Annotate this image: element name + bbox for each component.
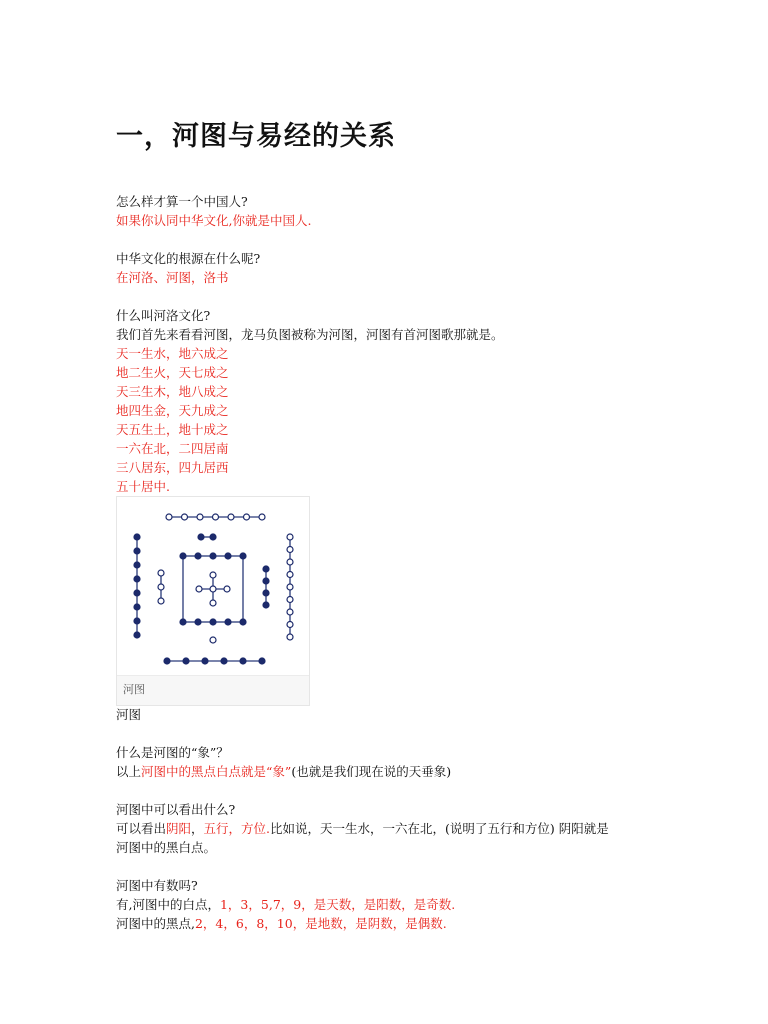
north-outer-six-dot bbox=[221, 658, 227, 664]
south-outer-seven-dot bbox=[166, 514, 172, 520]
east-outer-eight-dot bbox=[134, 632, 140, 638]
text-segment: 河图中的黑点, bbox=[116, 916, 195, 931]
question-chinese-person: 怎么样才算一个中国人? bbox=[116, 194, 248, 209]
south-outer-seven-dot bbox=[259, 514, 265, 520]
answer-hetu-image bbox=[116, 763, 451, 781]
south-outer-seven-dot bbox=[228, 514, 234, 520]
center-ten-dot bbox=[210, 553, 216, 559]
north-outer-six-dot bbox=[164, 658, 170, 664]
hetu-poem-line: 地二生火，天七成之 bbox=[116, 365, 229, 380]
south-outer-seven-dot bbox=[244, 514, 250, 520]
east-outer-eight-dot bbox=[134, 590, 140, 596]
north-outer-six-dot bbox=[202, 658, 208, 664]
answer-chinese-person: 如果你认同中华文化,你就是中国人. bbox=[116, 213, 312, 228]
text-segment: ， bbox=[191, 821, 204, 836]
center-five-dot bbox=[210, 572, 216, 578]
east-outer-eight-dot bbox=[134, 604, 140, 610]
text-segment: 比如说，天一生水，一六在北，(说明了五行和方位) 阴阳就是 bbox=[270, 821, 609, 836]
highlight-yinyang: 阴阳 bbox=[166, 821, 192, 836]
west-outer-nine-dot bbox=[287, 572, 293, 578]
west-outer-nine-dot bbox=[287, 547, 293, 553]
east-inner-three-dot bbox=[158, 584, 164, 590]
east-outer-eight-dot bbox=[134, 548, 140, 554]
center-ten-dot bbox=[195, 619, 201, 625]
hetu-diagram bbox=[117, 497, 309, 675]
west-outer-nine-dot bbox=[287, 597, 293, 603]
west-outer-nine-dot bbox=[287, 534, 293, 540]
hetu-poem-line: 天三生木，地八成之 bbox=[116, 384, 229, 399]
north-outer-six-dot bbox=[183, 658, 189, 664]
question-hetu-image: 什么是河图的“象”？ bbox=[116, 745, 229, 760]
south-inner-two-dot bbox=[210, 534, 216, 540]
white-dots-numbers bbox=[116, 896, 455, 914]
center-ten-dot bbox=[240, 619, 246, 625]
east-outer-eight-dot bbox=[134, 562, 140, 568]
hetu-poem-line: 地四生金，天九成之 bbox=[116, 403, 229, 418]
answer-suffix: (也就是我们现在说的天垂象) bbox=[291, 764, 452, 779]
hetu-poem-line: 五十居中. bbox=[116, 479, 170, 494]
center-ten-dot bbox=[210, 619, 216, 625]
center-ten-dot bbox=[240, 553, 246, 559]
text-segment: 可以看出 bbox=[116, 821, 167, 836]
north-outer-six-dot bbox=[240, 658, 246, 664]
question-heluo-culture: 什么叫河洛文化? bbox=[116, 308, 211, 323]
west-outer-nine-dot bbox=[287, 634, 293, 640]
center-ten-dot bbox=[225, 619, 231, 625]
south-outer-seven-dot bbox=[197, 514, 203, 520]
hetu-diagram-figure bbox=[116, 496, 310, 706]
highlight-even-numbers: 2，4，6，8，10，是地数，是阴数，是偶数. bbox=[194, 916, 447, 931]
center-five-dot bbox=[196, 586, 202, 592]
text-segment: 有,河图中的白点， bbox=[116, 897, 220, 912]
question-culture-root: 中华文化的根源在什么呢? bbox=[116, 251, 261, 266]
page-title: 一，河图与易经的关系 bbox=[116, 121, 396, 152]
answer-what-seen bbox=[116, 820, 609, 838]
west-inner-four-dot bbox=[263, 590, 269, 596]
center-five-dot bbox=[210, 586, 216, 592]
east-inner-three-dot bbox=[158, 598, 164, 604]
answer-prefix: 以上 bbox=[116, 764, 142, 779]
highlight-wuxing: 五行，方位. bbox=[203, 821, 271, 836]
west-inner-four-dot bbox=[263, 602, 269, 608]
hetu-poem-line: 天一生水，地六成之 bbox=[116, 346, 229, 361]
south-inner-two-dot bbox=[198, 534, 204, 540]
north-inner-one bbox=[210, 637, 216, 643]
center-ten-dot bbox=[195, 553, 201, 559]
figure-label: 河图 bbox=[116, 707, 142, 722]
west-outer-nine-dot bbox=[287, 559, 293, 565]
north-outer-six-dot bbox=[259, 658, 265, 664]
answer-highlight: 河图中的黑点白点就是“象” bbox=[141, 764, 292, 779]
west-outer-nine-dot bbox=[287, 609, 293, 615]
answer-what-seen-continued: 河图中的黑白点。 bbox=[116, 840, 217, 855]
question-numbers: 河图中有数吗? bbox=[116, 878, 198, 893]
east-outer-eight-dot bbox=[134, 576, 140, 582]
west-outer-nine-dot bbox=[287, 584, 293, 590]
center-ten-dot bbox=[225, 553, 231, 559]
question-what-seen: 河图中可以看出什么? bbox=[116, 802, 236, 817]
west-inner-four-dot bbox=[263, 566, 269, 572]
hetu-intro-paragraph: 我们首先来看看河图，龙马负图被称为河图，河图有首河图歌那就是。 bbox=[116, 327, 504, 342]
west-inner-four-dot bbox=[263, 578, 269, 584]
west-outer-nine-dot bbox=[287, 622, 293, 628]
south-outer-seven-dot bbox=[182, 514, 188, 520]
center-ten-dot bbox=[180, 553, 186, 559]
hetu-poem-line: 天五生土，地十成之 bbox=[116, 422, 229, 437]
hetu-poem-line: 一六在北，二四居南 bbox=[116, 441, 229, 456]
south-outer-seven-dot bbox=[213, 514, 219, 520]
black-dots-numbers bbox=[116, 915, 447, 933]
hetu-poem-line: 三八居东，四九居西 bbox=[116, 460, 229, 475]
east-inner-three-dot bbox=[158, 570, 164, 576]
highlight-odd-numbers: 1，3，5,7，9，是天数，是阳数，是奇数. bbox=[219, 897, 456, 912]
answer-culture-root: 在河洛、河图，洛书 bbox=[116, 270, 229, 285]
center-five-dot bbox=[210, 600, 216, 606]
figure-caption: 河图 bbox=[117, 675, 309, 705]
east-outer-eight-dot bbox=[134, 618, 140, 624]
east-outer-eight-dot bbox=[134, 534, 140, 540]
center-five-dot bbox=[224, 586, 230, 592]
center-ten-dot bbox=[180, 619, 186, 625]
